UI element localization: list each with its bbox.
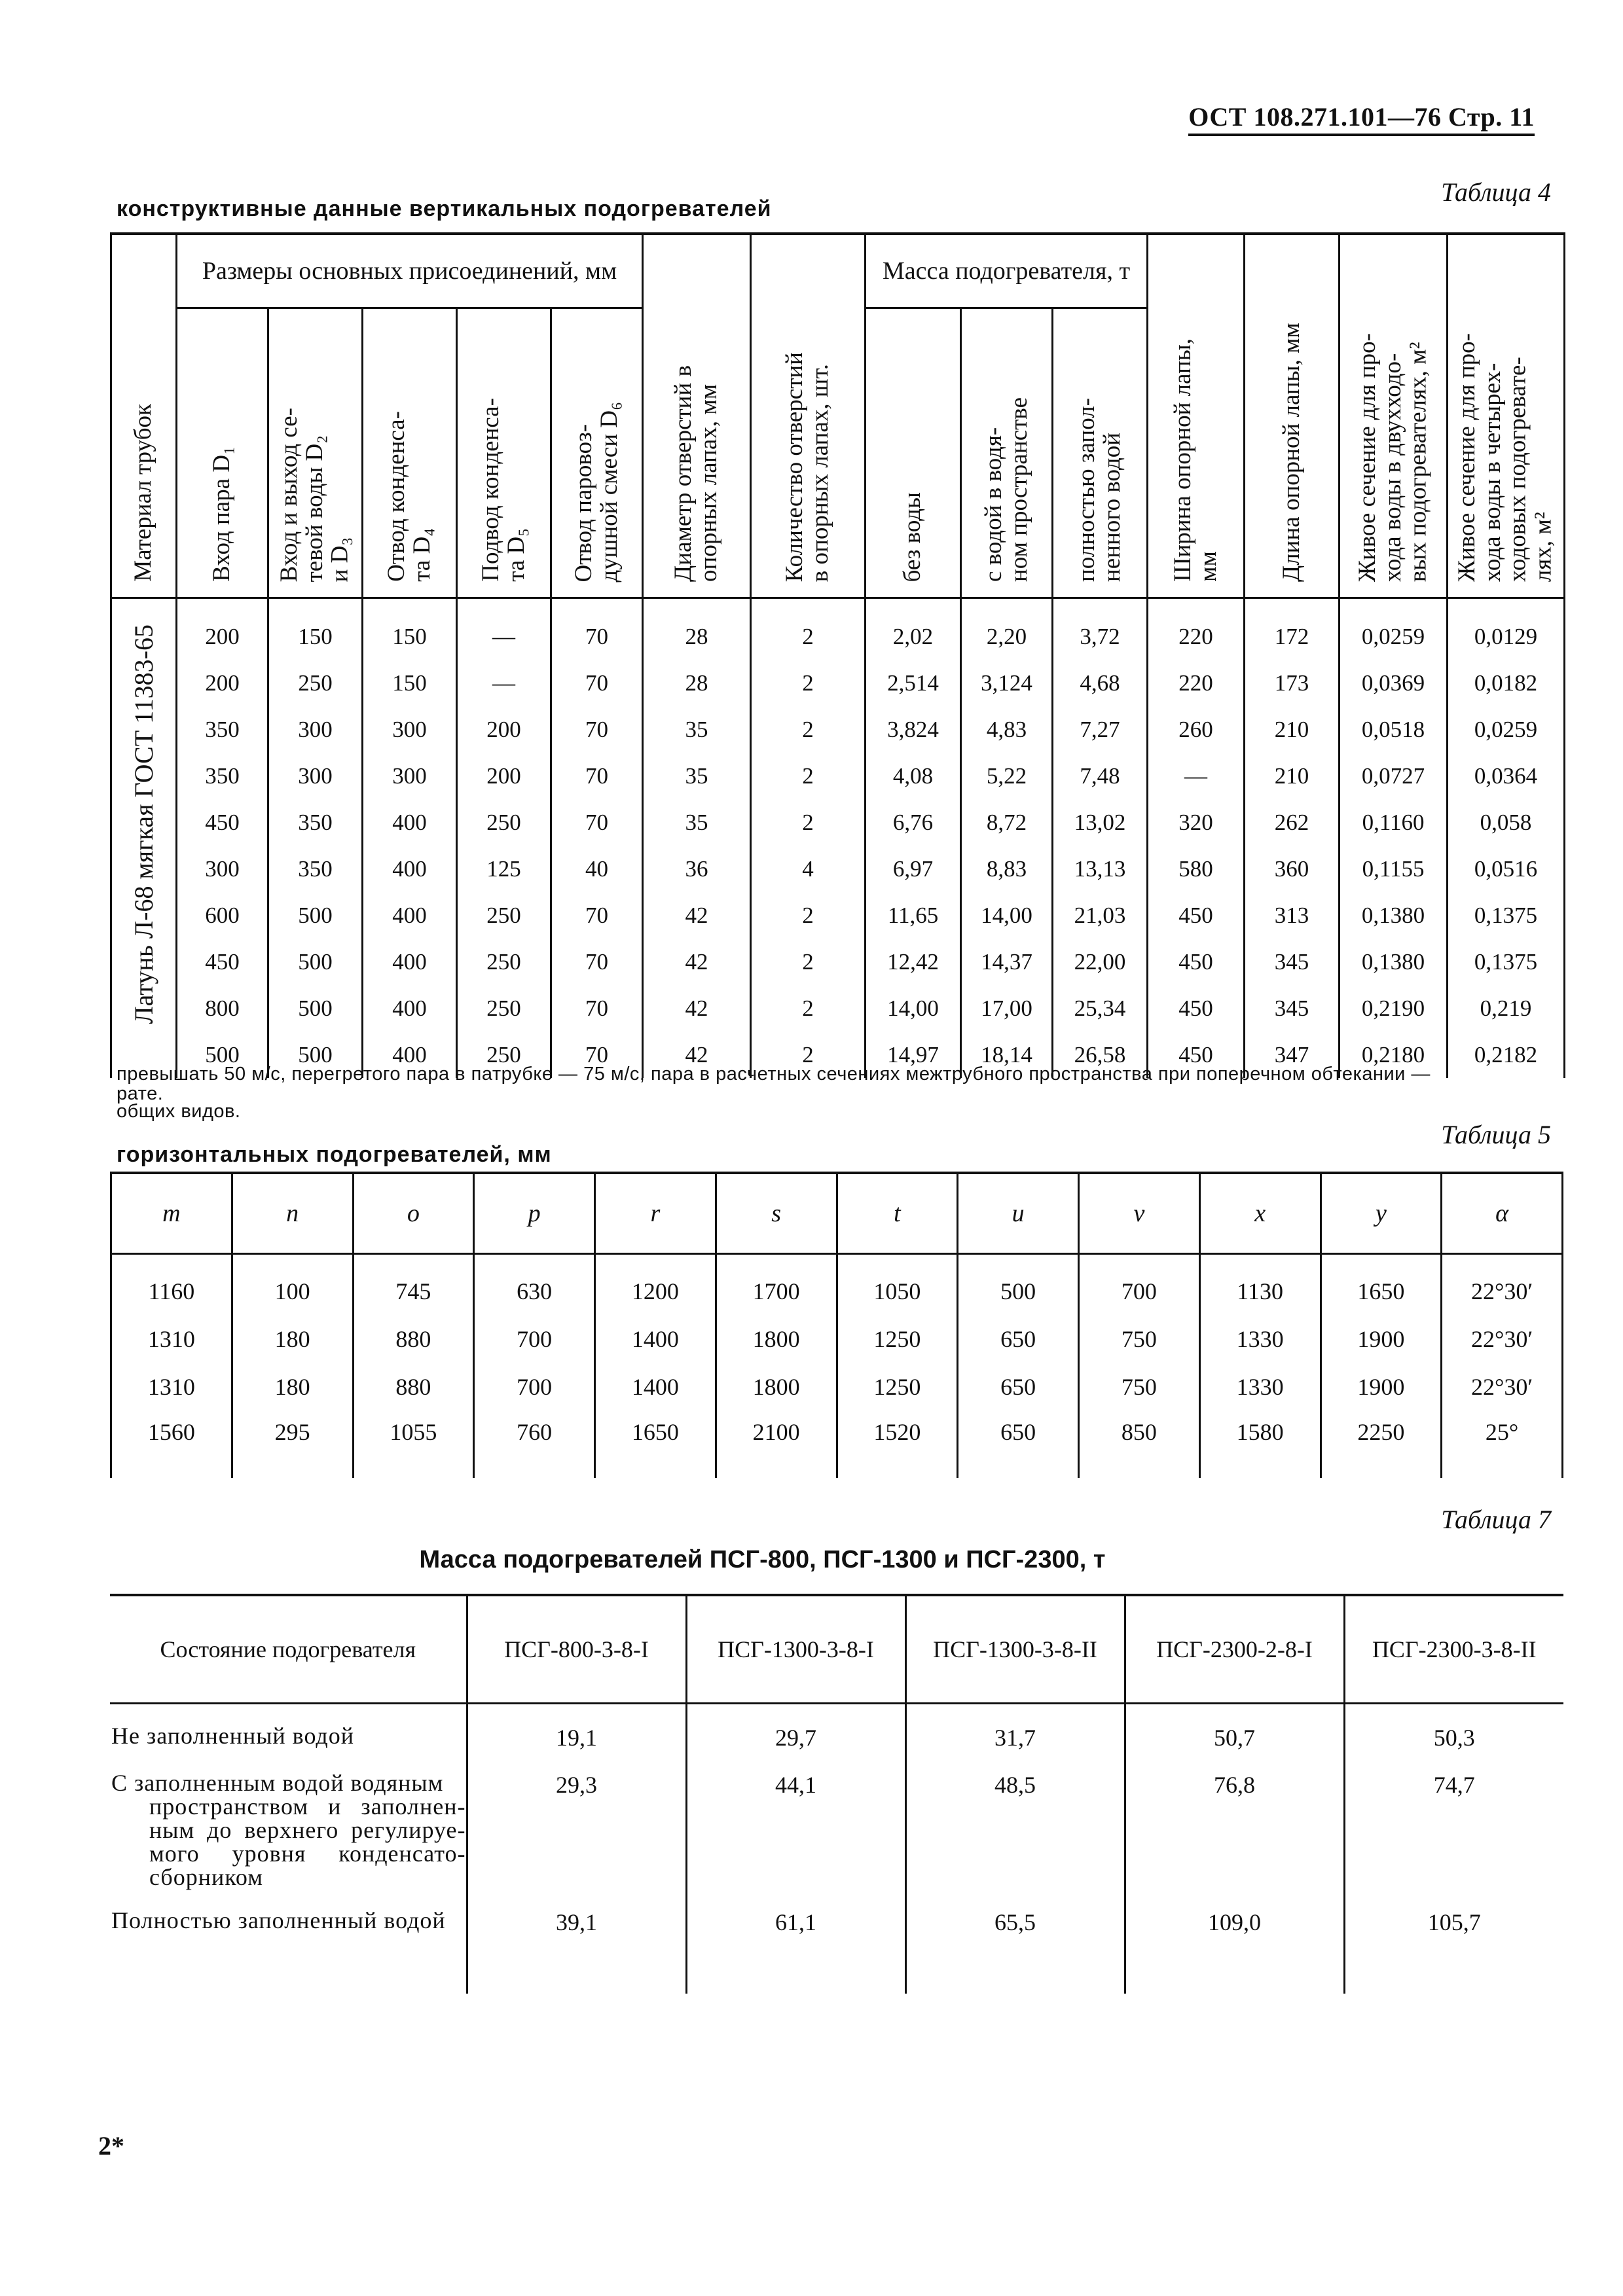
table4-row	[111, 846, 1565, 892]
table4-row	[111, 892, 1565, 939]
table7-cell: 50,3	[1344, 1704, 1563, 1772]
table5-cell: 1160	[111, 1254, 232, 1316]
table4-cell: 3,124	[961, 660, 1053, 706]
table4-cell: 0,0182	[1448, 660, 1565, 706]
table5-cell: 1310	[111, 1315, 232, 1363]
table5-cell: 700	[474, 1315, 595, 1363]
table4-cell: 25,34	[1053, 985, 1148, 1031]
table5-cell: 650	[958, 1315, 1079, 1363]
table4-cell: 70	[551, 753, 643, 799]
table5-cell: 1560	[111, 1410, 232, 1478]
table5-cell: 880	[353, 1315, 474, 1363]
table7-title: Масса подогревателей ПСГ-800, ПСГ-1300 и ПСГ-2300, т	[419, 1546, 1106, 1573]
table4-row	[111, 799, 1565, 846]
table7-cell: 39,1	[467, 1909, 686, 1994]
table4-cell: 0,0259	[1340, 598, 1448, 660]
table4-cell: 260	[1148, 706, 1245, 753]
table5-header-cell: p	[474, 1173, 595, 1254]
table5-header-cell: o	[353, 1173, 474, 1254]
table4-cell: 172	[1245, 598, 1340, 660]
table4-cell: 35	[643, 753, 751, 799]
table4-cell: 500	[268, 892, 363, 939]
table4-cell: 0,1375	[1448, 939, 1565, 985]
table4-cell: 320	[1148, 799, 1245, 846]
table4-cell: 13,02	[1053, 799, 1148, 846]
table7-row	[110, 1704, 1563, 1772]
col-d5: Подвод конденса- та D₅	[457, 308, 551, 598]
table7-header-cell: ПСГ-800-3-8-I	[467, 1595, 686, 1704]
table5-row	[111, 1363, 1563, 1410]
table4-cell: 0,058	[1448, 799, 1565, 846]
table4-cell: 210	[1245, 706, 1340, 753]
table4-cell: 0,1160	[1340, 799, 1448, 846]
table4-row	[111, 753, 1565, 799]
table4-cell: 450	[177, 799, 268, 846]
table5-header-cell: m	[111, 1173, 232, 1254]
table4-cell: 0,2180	[1340, 1031, 1448, 1078]
table4-cell: 2	[751, 706, 866, 753]
table4-cell: 0,0129	[1448, 598, 1565, 660]
table5-cell: 22°30′	[1442, 1254, 1563, 1316]
table4-row	[111, 660, 1565, 706]
table5-cell: 1580	[1199, 1410, 1321, 1478]
table4-cell: 35	[643, 706, 751, 753]
table5-cell: 1900	[1321, 1363, 1442, 1410]
table5-cell: 700	[474, 1363, 595, 1410]
table4-cell: 350	[177, 753, 268, 799]
table5-cell: 700	[1079, 1254, 1200, 1316]
table5-cell: 650	[958, 1363, 1079, 1410]
table4-cell: 500	[268, 985, 363, 1031]
table4-cell: 0,2182	[1448, 1031, 1565, 1078]
table4-cell: 2	[751, 939, 866, 985]
table5-cell: 1330	[1199, 1363, 1321, 1410]
table4-cell: 70	[551, 985, 643, 1031]
table4-caption: конструктивные данные вертикальных подогревателей	[117, 196, 772, 221]
col-mass-water: с водой в водя- ном пространстве	[961, 308, 1053, 598]
table5-header-cell: u	[958, 1173, 1079, 1254]
table7	[110, 1594, 1563, 1994]
table4-cell: 42	[643, 985, 751, 1031]
table4-cell: 300	[363, 753, 457, 799]
table5-cell: 1200	[595, 1254, 716, 1316]
table4-label: Таблица 4	[1441, 177, 1551, 207]
table5-cell: 2100	[716, 1410, 837, 1478]
table4-cell: 14,00	[961, 892, 1053, 939]
table4-cell: 0,1380	[1340, 939, 1448, 985]
table5-cell: 180	[232, 1315, 353, 1363]
table4-cell: 400	[363, 799, 457, 846]
table4-cell: 350	[268, 799, 363, 846]
table7-cell: 29,7	[686, 1704, 905, 1772]
table5-cell: 850	[1079, 1410, 1200, 1478]
table4-cell: 300	[268, 753, 363, 799]
table4-cell: 350	[268, 846, 363, 892]
table4-cell: 0,0259	[1448, 706, 1565, 753]
table4-cell: 4	[751, 846, 866, 892]
col-d4: Отвод конденса- та D₄	[363, 308, 457, 598]
table7-cell: 105,7	[1344, 1909, 1563, 1994]
table5-cell: 1650	[595, 1410, 716, 1478]
table4-cell: 2,20	[961, 598, 1053, 660]
table5-header-cell: α	[1442, 1173, 1563, 1254]
table7-state-label: Не заполненный водой	[111, 1723, 354, 1749]
table4-cell: 313	[1245, 892, 1340, 939]
table4-cell: 40	[551, 846, 643, 892]
table5-cell: 1250	[837, 1315, 958, 1363]
page-mark: 2*	[98, 2131, 124, 2161]
table7-state-sublabel: пространством и заполнен-ным до верхнего регулируе-мого уровня конденсато-сборником	[149, 1793, 466, 1890]
table4-cell: 500	[177, 1031, 268, 1078]
table7-row	[110, 1771, 1563, 1909]
table4-cell: 42	[643, 892, 751, 939]
table4-cell: 300	[177, 846, 268, 892]
table7-cell: 65,5	[905, 1909, 1125, 1994]
table7-state-label: Полностью заполненный водой	[111, 1907, 446, 1933]
table7-state-cell	[110, 1771, 467, 1909]
table7-cell: 109,0	[1125, 1909, 1344, 1994]
table5-header-cell: x	[1199, 1173, 1321, 1254]
table4-cell: 345	[1245, 985, 1340, 1031]
table5-cell: 2250	[1321, 1410, 1442, 1478]
table4-cell: 42	[643, 1031, 751, 1078]
col-area-2pass: Живое сечение для про- хода воды в двухходо- вых подогревателях, м²	[1340, 234, 1448, 598]
table7-header-cell: ПСГ-2300-3-8-II	[1344, 1595, 1563, 1704]
table4-cell: 6,97	[866, 846, 961, 892]
table4-cell: 42	[643, 939, 751, 985]
col-paw-length: Длина опорной лапы, мм	[1245, 234, 1340, 598]
table4-cell: 360	[1245, 846, 1340, 892]
table7-state-label: С заполненным водой водяным	[111, 1770, 444, 1796]
table5-cell: 1330	[1199, 1315, 1321, 1363]
table4-cell: 450	[1148, 892, 1245, 939]
table4-cell: 2	[751, 1031, 866, 1078]
table7-header-cell: ПСГ-1300-3-8-II	[905, 1595, 1125, 1704]
table4-cell: 0,0518	[1340, 706, 1448, 753]
standard-header: ОСТ 108.271.101—76 Стр. 11	[1188, 101, 1535, 136]
table5-row	[111, 1410, 1563, 1478]
table7-cell: 61,1	[686, 1909, 905, 1994]
table4-cell: 2,02	[866, 598, 961, 660]
table5-header-cell: n	[232, 1173, 353, 1254]
table7-cell: 74,7	[1344, 1771, 1563, 1909]
table4-cell: 70	[551, 660, 643, 706]
table4-cell: 250	[457, 985, 551, 1031]
table4-cell: 173	[1245, 660, 1340, 706]
table4-cell: 70	[551, 939, 643, 985]
col-area-4pass: Живое сечение для про- хода воды в четырех- ходовых подогревате- лях, м²	[1448, 234, 1565, 598]
table4-cell: 450	[1148, 1031, 1245, 1078]
table7-header-cell: ПСГ-1300-3-8-I	[686, 1595, 905, 1704]
table4-cell: 18,14	[961, 1031, 1053, 1078]
table4-cell: 600	[177, 892, 268, 939]
table5-cell: 22°30′	[1442, 1363, 1563, 1410]
table4-cell: 400	[363, 985, 457, 1031]
table4-cell: 14,97	[866, 1031, 961, 1078]
table4-cell: 150	[363, 598, 457, 660]
table5-cell: 180	[232, 1363, 353, 1410]
table4-cell: 14,37	[961, 939, 1053, 985]
table5-cell: 500	[958, 1254, 1079, 1316]
table4-cell: 125	[457, 846, 551, 892]
table4-cell: 450	[177, 939, 268, 985]
table4-cell: 2,514	[866, 660, 961, 706]
table4-cell: 70	[551, 706, 643, 753]
table4-cell: 7,27	[1053, 706, 1148, 753]
table4-cell: 350	[177, 706, 268, 753]
table4-cell: 210	[1245, 753, 1340, 799]
table4-cell: 4,08	[866, 753, 961, 799]
table4-cell: 200	[177, 660, 268, 706]
table5-cell: 1055	[353, 1410, 474, 1478]
table4	[110, 232, 1563, 1078]
table4-row	[111, 598, 1565, 660]
table4-cell: 0,0369	[1340, 660, 1448, 706]
table4-row	[111, 706, 1565, 753]
table5-cell: 1400	[595, 1315, 716, 1363]
col-hole-count: Количество отверстий в опорных лапах, шт.	[751, 234, 866, 598]
table4-cell: 262	[1245, 799, 1340, 846]
table5-cell: 1700	[716, 1254, 837, 1316]
table5-cell: 100	[232, 1254, 353, 1316]
table4-cell: 0,0727	[1340, 753, 1448, 799]
table4-cell: 21,03	[1053, 892, 1148, 939]
table4-cell: 400	[363, 892, 457, 939]
table4-cell: 200	[457, 753, 551, 799]
table4-cell: 70	[551, 892, 643, 939]
table4-cell: 12,42	[866, 939, 961, 985]
table4-cell: 17,00	[961, 985, 1053, 1031]
table5	[110, 1172, 1563, 1478]
table5-header-cell: t	[837, 1173, 958, 1254]
table4-cell: 70	[551, 1031, 643, 1078]
table4-cell: 70	[551, 598, 643, 660]
table4-cell: 150	[268, 598, 363, 660]
col-d1: Вход пара D₁	[177, 308, 268, 598]
table4-cell: 200	[457, 706, 551, 753]
table4-cell: 150	[363, 660, 457, 706]
table4-cell: 300	[268, 706, 363, 753]
table4-cell: 2	[751, 799, 866, 846]
table4-cell: 7,48	[1053, 753, 1148, 799]
table5-cell: 630	[474, 1254, 595, 1316]
table5-header-cell: y	[1321, 1173, 1442, 1254]
table4-cell: 500	[268, 939, 363, 985]
col-mass-full: полностью запол- ненного водой	[1053, 308, 1148, 598]
table5-header-cell: r	[595, 1173, 716, 1254]
table4-cell: 220	[1148, 660, 1245, 706]
table5-row	[111, 1315, 1563, 1363]
table5-cell: 295	[232, 1410, 353, 1478]
table4-cell: 250	[268, 660, 363, 706]
group-connections: Размеры основных присоединений, мм	[177, 234, 643, 308]
table7-cell: 76,8	[1125, 1771, 1344, 1909]
table4-cell: —	[457, 598, 551, 660]
table5-cell: 1650	[1321, 1254, 1442, 1316]
table4-cell: 0,0364	[1448, 753, 1565, 799]
table5-cell: 1900	[1321, 1315, 1442, 1363]
note-line-2: рате.	[117, 1083, 164, 1104]
table7-cell: 50,7	[1125, 1704, 1344, 1772]
table5-caption: горизонтальных подогревателей, мм	[117, 1142, 552, 1167]
table4-cell: 3,824	[866, 706, 961, 753]
table5-cell: 750	[1079, 1363, 1200, 1410]
table4-cell: 200	[177, 598, 268, 660]
table4-cell: 400	[363, 939, 457, 985]
table4-material-cell: Латунь Л-68 мягкая ГОСТ 11383-65	[111, 598, 177, 1079]
table5-cell: 760	[474, 1410, 595, 1478]
table4-cell: 13,13	[1053, 846, 1148, 892]
table5-cell: 1250	[837, 1363, 958, 1410]
table5-cell: 880	[353, 1363, 474, 1410]
table5-cell: 650	[958, 1410, 1079, 1478]
table4-cell: 500	[268, 1031, 363, 1078]
table4-cell: 5,22	[961, 753, 1053, 799]
table4-cell: 0,1375	[1448, 892, 1565, 939]
table4-cell: 580	[1148, 846, 1245, 892]
table4-cell: 250	[457, 939, 551, 985]
table7-header-cell: Состояние подогревателя	[110, 1595, 467, 1704]
note-line-1: превышать 50 м/с, перегретого пара в патрубке — 75 м/с, пара в расчетных сечениях межтрубного пространства при поперечном обтекании —	[117, 1064, 1431, 1085]
table5-cell: 22°30′	[1442, 1315, 1563, 1363]
table4-cell: 250	[457, 799, 551, 846]
table5-cell: 1400	[595, 1363, 716, 1410]
table4-cell: 4,83	[961, 706, 1053, 753]
note-line-3: общих видов.	[117, 1101, 241, 1122]
table4-cell: 36	[643, 846, 751, 892]
table4-cell: 28	[643, 660, 751, 706]
table4-cell: 800	[177, 985, 268, 1031]
table7-header-cell: ПСГ-2300-2-8-I	[1125, 1595, 1344, 1704]
table4-cell: 250	[457, 1031, 551, 1078]
table5-cell: 1310	[111, 1363, 232, 1410]
table4-cell: 3,72	[1053, 598, 1148, 660]
table7-label: Таблица 7	[1441, 1505, 1551, 1534]
table4-cell: 300	[363, 706, 457, 753]
table4-row	[111, 985, 1565, 1031]
table4-cell: 8,83	[961, 846, 1053, 892]
table4-cell: 400	[363, 1031, 457, 1078]
table4-cell: 14,00	[866, 985, 961, 1031]
table5-header-cell: s	[716, 1173, 837, 1254]
table7-cell: 19,1	[467, 1704, 686, 1772]
table4-cell: 0,1380	[1340, 892, 1448, 939]
table5-cell: 1130	[1199, 1254, 1321, 1316]
table4-cell: 8,72	[961, 799, 1053, 846]
col-mass-dry: без воды	[866, 308, 961, 598]
col-d6: Отвод паровоз- душной смеси D₆	[551, 308, 643, 598]
table4-cell: 0,0516	[1448, 846, 1565, 892]
table4-cell: 6,76	[866, 799, 961, 846]
table5-header-cell: v	[1079, 1173, 1200, 1254]
table4-cell: 0,1155	[1340, 846, 1448, 892]
table5-cell: 750	[1079, 1315, 1200, 1363]
col-hole-diameter: Диаметр отверстий в опорных лапах, мм	[643, 234, 751, 598]
table5-cell: 1050	[837, 1254, 958, 1316]
col-material: Материал трубок	[111, 234, 177, 598]
table5-cell: 1800	[716, 1315, 837, 1363]
table7-cell: 29,3	[467, 1771, 686, 1909]
table4-cell: 2	[751, 892, 866, 939]
table4-cell: 347	[1245, 1031, 1340, 1078]
table5-cell: 745	[353, 1254, 474, 1316]
table4-cell: —	[1148, 753, 1245, 799]
table4-cell: 2	[751, 660, 866, 706]
group-mass: Масса подогревателя, т	[866, 234, 1148, 308]
table4-cell: 22,00	[1053, 939, 1148, 985]
table5-cell: 25°	[1442, 1410, 1563, 1478]
table4-cell: 70	[551, 799, 643, 846]
table4-cell: 2	[751, 598, 866, 660]
col-paw-width: Ширина опорной лапы, мм	[1148, 234, 1245, 598]
table4-cell: 220	[1148, 598, 1245, 660]
table4-cell: 250	[457, 892, 551, 939]
table5-cell: 1800	[716, 1363, 837, 1410]
table7-cell: 48,5	[905, 1771, 1125, 1909]
table4-cell: 450	[1148, 939, 1245, 985]
table4-cell: —	[457, 660, 551, 706]
table7-cell: 44,1	[686, 1771, 905, 1909]
table4-cell: 0,2190	[1340, 985, 1448, 1031]
table5-row	[111, 1254, 1563, 1316]
table4-cell: 450	[1148, 985, 1245, 1031]
table4-cell: 35	[643, 799, 751, 846]
table4-cell: 2	[751, 753, 866, 799]
table5-label: Таблица 5	[1441, 1120, 1551, 1149]
table7-row	[110, 1909, 1563, 1994]
table4-cell: 26,58	[1053, 1031, 1148, 1078]
table5-cell: 1520	[837, 1410, 958, 1478]
table4-cell: 11,65	[866, 892, 961, 939]
col-d2-d3: Вход и выход се- тевой воды D₂ и D₃	[268, 308, 363, 598]
table4-cell: 400	[363, 846, 457, 892]
table7-cell: 31,7	[905, 1704, 1125, 1772]
table7-state-cell	[110, 1909, 467, 1994]
table4-cell: 0,219	[1448, 985, 1565, 1031]
table4-cell: 2	[751, 985, 866, 1031]
table4-cell: 4,68	[1053, 660, 1148, 706]
table4-cell: 28	[643, 598, 751, 660]
table4-row	[111, 939, 1565, 985]
table4-cell: 345	[1245, 939, 1340, 985]
table7-state-cell	[110, 1704, 467, 1772]
